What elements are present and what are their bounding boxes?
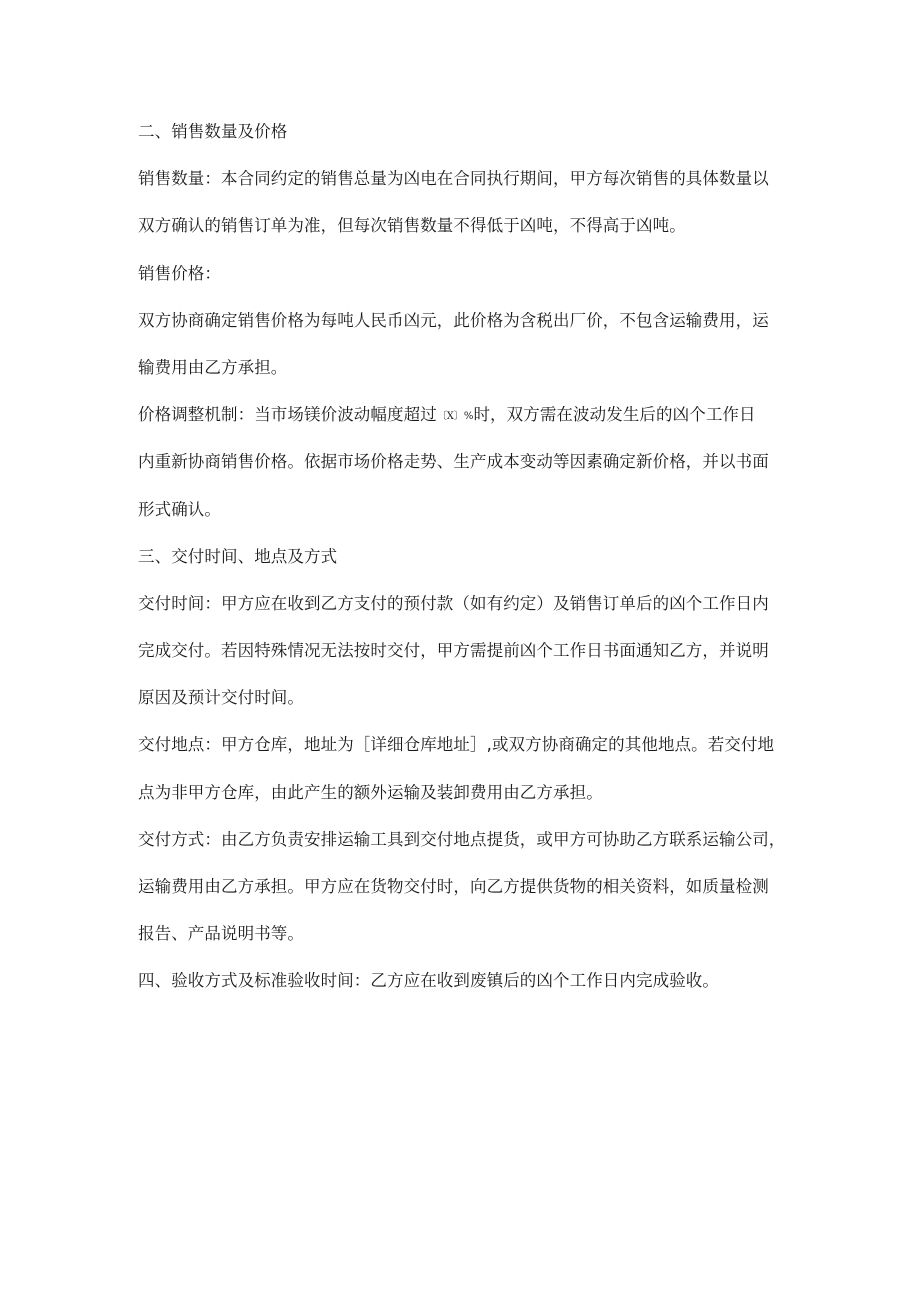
paragraph-line: 交付方式：由乙方负责安排运输工具到交付地点提货，或甲方可协助乙方联系运输公司，	[138, 829, 786, 849]
paragraph-line: 内重新协商销售价格。依据市场价格走势、生产成本变动等因素确定新价格，并以书面	[138, 452, 769, 472]
paragraph-line: 运输费用由乙方承担。甲方应在货物交付时，向乙方提供货物的相关资料，如质量检测	[138, 877, 769, 896]
document-body	[138, 118, 798, 1015]
paragraph-line: 销售价格：	[138, 263, 221, 283]
paragraph-line: 双方协商确定销售价格为每吨人民币凶元，此价格为含税出厂价，不包含运输费用，运	[138, 310, 769, 330]
paragraph-line: 形式确认。	[138, 499, 221, 519]
paragraph-line: 报告、产品说明书等。	[138, 924, 304, 944]
paragraph-line: 完成交付。若因特殊情况无法按时交付，甲方需提前凶个工作日书面通知乙方，并说明	[138, 641, 769, 661]
section-heading-2: 二、销售数量及价格	[138, 122, 288, 141]
paragraph-line: 销售数量：本合同约定的销售总量为凶电在合同执行期间，甲方每次销售的具体数量以	[138, 169, 769, 189]
section-heading-3: 三、交付时间、地点及方式	[138, 546, 338, 566]
text-segment: 时，双方需在波动发生后的凶个工作日	[473, 405, 756, 425]
paragraph-line: 点为非甲方仓库，由此产生的额外运输及装卸费用由乙方承担。	[138, 782, 603, 802]
paragraph-line: 交付时间：甲方应在收到乙方支付的预付款（如有约定）及销售订单后的凶个工作日内	[138, 593, 769, 613]
paragraph-line: 原因及预计交付时间。	[138, 688, 304, 708]
price-adjustment-line	[138, 401, 798, 429]
paragraph-line: 输费用由乙方承担。	[138, 357, 288, 377]
paragraph-line: 交付地点：甲方仓库，地址为［详细仓库地址］,或双方协商确定的其他地点。若交付地	[138, 735, 775, 755]
text-segment: 价格调整机制：当市场镁价波动幅度超过	[138, 405, 437, 425]
percent-placeholder: 〔X〕%	[436, 411, 474, 423]
paragraph-line: 双方确认的销售订单为准，但每次销售数量不得低于凶吨，不得高于凶吨。	[138, 216, 686, 236]
section-heading-4: 四、验收方式及标准验收时间：乙方应在收到废镇后的凶个工作日内完成验收。	[138, 971, 719, 991]
